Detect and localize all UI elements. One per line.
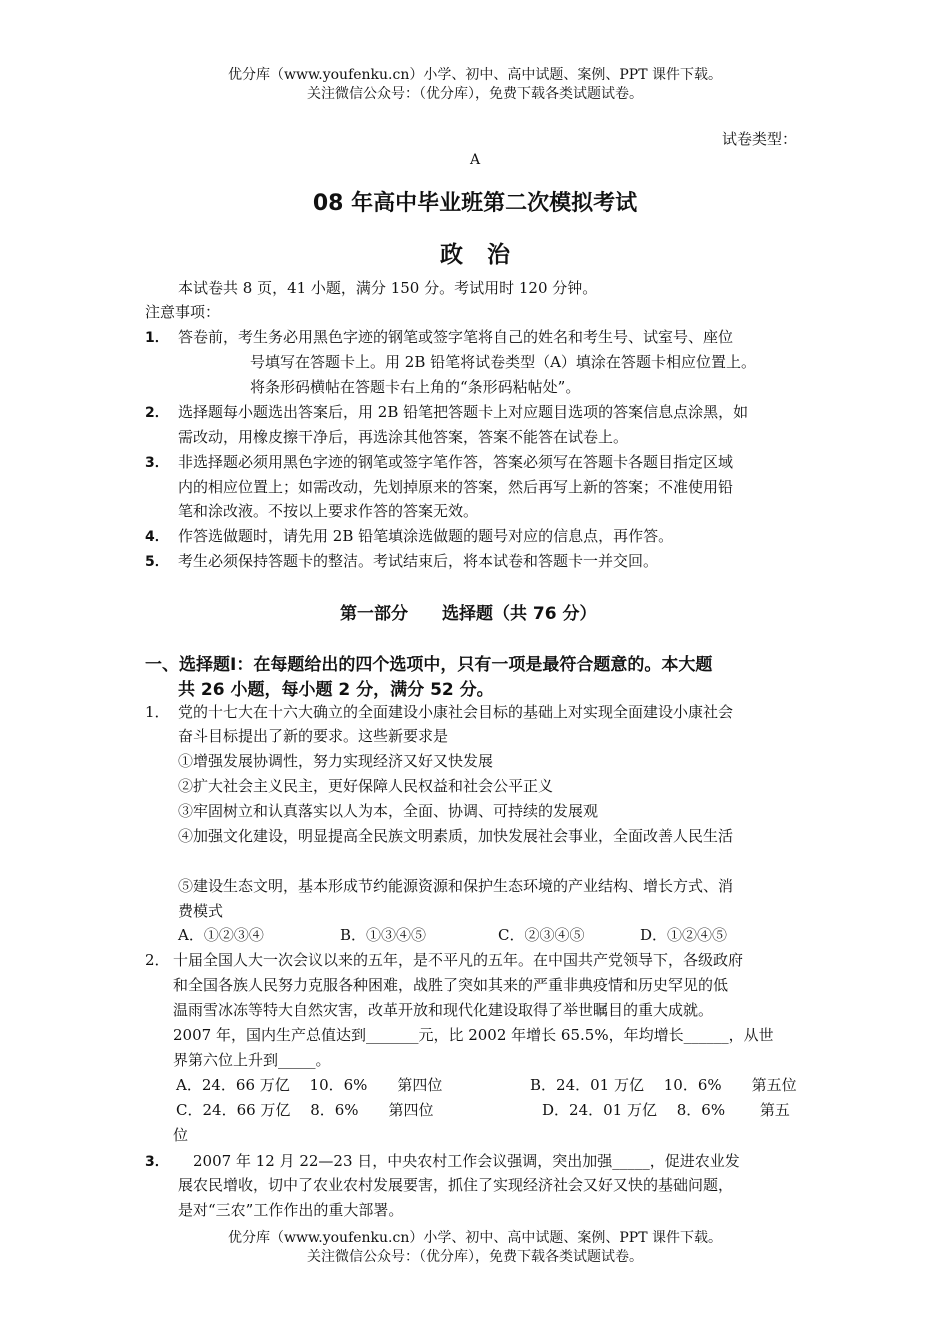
notice-number: 4． [145,529,169,545]
section-one-heading-line-1: 一、选择题Ⅰ：在每题给出的四个选项中，只有一项是最符合题意的。本大题 [145,655,713,675]
exam-title: 08 年高中毕业班第二次模拟考试 [312,191,638,216]
option-c: C．24．66 万亿 8．6% 第四位 [176,1101,434,1119]
option-b: B．24．01 万亿 10．6% 第五位 [530,1076,797,1094]
question-number: 1． [145,703,170,721]
question-stem-line: 党的十七大在十六大确立的全面建设小康社会目标的基础上对实现全面建设小康社会 [178,703,734,721]
question-stem-line: 是对“三农”工作作出的重大部署。 [178,1201,404,1219]
statement-item: ①增强发展协调性，努力实现经济又好又快发展 [178,752,494,770]
footer-line-1: 优分库（www.youfenku.cn）小学、初中、高中试题、案例、PPT 课件下载。 [227,1230,722,1246]
intro-text: 本试卷共 8 页，41 小题，满分 150 分。考试用时 120 分钟。 [178,279,598,297]
notice-line: 笔和涂改液。不按以上要求作答的答案无效。 [178,502,479,520]
notice-number: 2． [145,405,169,421]
option-a: A．24．66 万亿 10．6% 第四位 [176,1076,443,1094]
notice-label: 注意事项： [145,303,221,321]
question-number: 2． [145,951,170,969]
question-stem-line: 界第六位上升到_____。 [173,1051,331,1069]
option-d: D．①②④⑤ [640,926,728,944]
page-header [0,66,950,104]
notice-line: 作答选做题时，请先用 2B 铅笔填涂选做题的题号对应的信息点，再作答。 [178,527,674,545]
statement-item: ⑤建设生态文明，基本形成节约能源资源和保护生态环境的产业结构、增长方式、消 [178,877,734,895]
header-line-1: 优分库（www.youfenku.cn）小学、初中、高中试题、案例、PPT 课件下载。 [227,67,722,83]
option-d: D．24．01 万亿 8．6% 第五 [542,1101,790,1119]
notice-line: 非选择题必须用黑色字迹的钢笔或签字笔作答，答案必须写在答题卡各题目指定区域 [178,453,734,471]
section-one-heading-line-2: 共 26 小题，每小题 2 分，满分 52 分。 [178,680,494,700]
notice-line: 将条形码横帖在答题卡右上角的“条形码粘帖处”。 [250,378,581,396]
option-b: B．①③④⑤ [340,926,427,944]
notice-line: 内的相应位置上；如需改动，先划掉原来的答案，然后再写上新的答案；不准使用铅 [178,478,734,496]
notice-number: 5． [145,554,169,570]
statement-item: 费模式 [178,902,224,920]
notice-number: 1． [145,330,169,346]
question-stem-line: 2007 年 12 月 22—23 日，中央农村工作会议强调，突出加强_____，促进农业发 [178,1152,740,1170]
notice-line: 考生必须保持答题卡的整洁。考试结束后，将本试卷和答题卡一并交回。 [178,552,659,570]
option-a: A．①②③④ [178,926,264,944]
notice-line: 号填写在答题卡上。用 2B 铅笔将试卷类型（A）填涂在答题卡相应位置上。 [250,353,756,371]
page-footer [0,1229,950,1267]
question-stem-line: 和全国各族人民努力克服各种困难，战胜了突如其来的严重非典疫情和历史罕见的低 [173,976,729,994]
notice-line: 需改动，用橡皮擦干净后，再选涂其他答案，答案不能答在试卷上。 [178,428,629,446]
question-stem-line: 奋斗目标提出了新的要求。这些新要求是 [178,727,449,745]
part-one-heading: 第一部分 选择题（共 76 分） [340,604,597,624]
paper-type-value: A [470,152,481,168]
option-c: C．②③④⑤ [498,926,585,944]
statement-item: ③牢固树立和认真落实以人为本，全面、协调、可持续的发展观 [178,802,599,820]
question-stem-line: 温雨雪冰冻等特大自然灾害，改革开放和现代化建设取得了举世瞩目的重大成就。 [173,1001,714,1019]
header-line-2: 关注微信公众号：（优分库），免费下载各类试题试卷。 [307,86,643,102]
subject-title: 政治 [440,242,534,268]
question-stem-line: 2007 年，国内生产总值达到_______元，比 2002 年增长 65.5%，年均增长______，从世 [173,1026,774,1044]
question-stem-line: 展农民增收，切中了农业农村发展要害，抓住了实现经济社会又好又快的基础问题， [178,1176,734,1194]
statement-item: ②扩大社会主义民主，更好保障人民权益和社会公平正义 [178,777,554,795]
statement-item: ④加强文化建设，明显提高全民族文明素质，加快发展社会事业，全面改善人民生活 [178,827,734,845]
question-stem-line: 十届全国人大一次会议以来的五年，是不平凡的五年。在中国共产党领导下，各级政府 [173,951,744,969]
notice-number: 3． [145,455,169,471]
notice-line: 答卷前，考生务必用黑色字迹的钢笔或签字笔将自己的姓名和考生号、试室号、座位 [178,328,734,346]
question-number: 3． [145,1154,169,1170]
footer-line-2: 关注微信公众号：（优分库），免费下载各类试题试卷。 [307,1249,643,1265]
option-d-wrap: 位 [173,1126,189,1144]
notice-line: 选择题每小题选出答案后，用 2B 铅笔把答题卡上对应题目选项的答案信息点涂黑，如 [178,403,749,421]
paper-type-label: 试卷类型： [722,130,798,148]
